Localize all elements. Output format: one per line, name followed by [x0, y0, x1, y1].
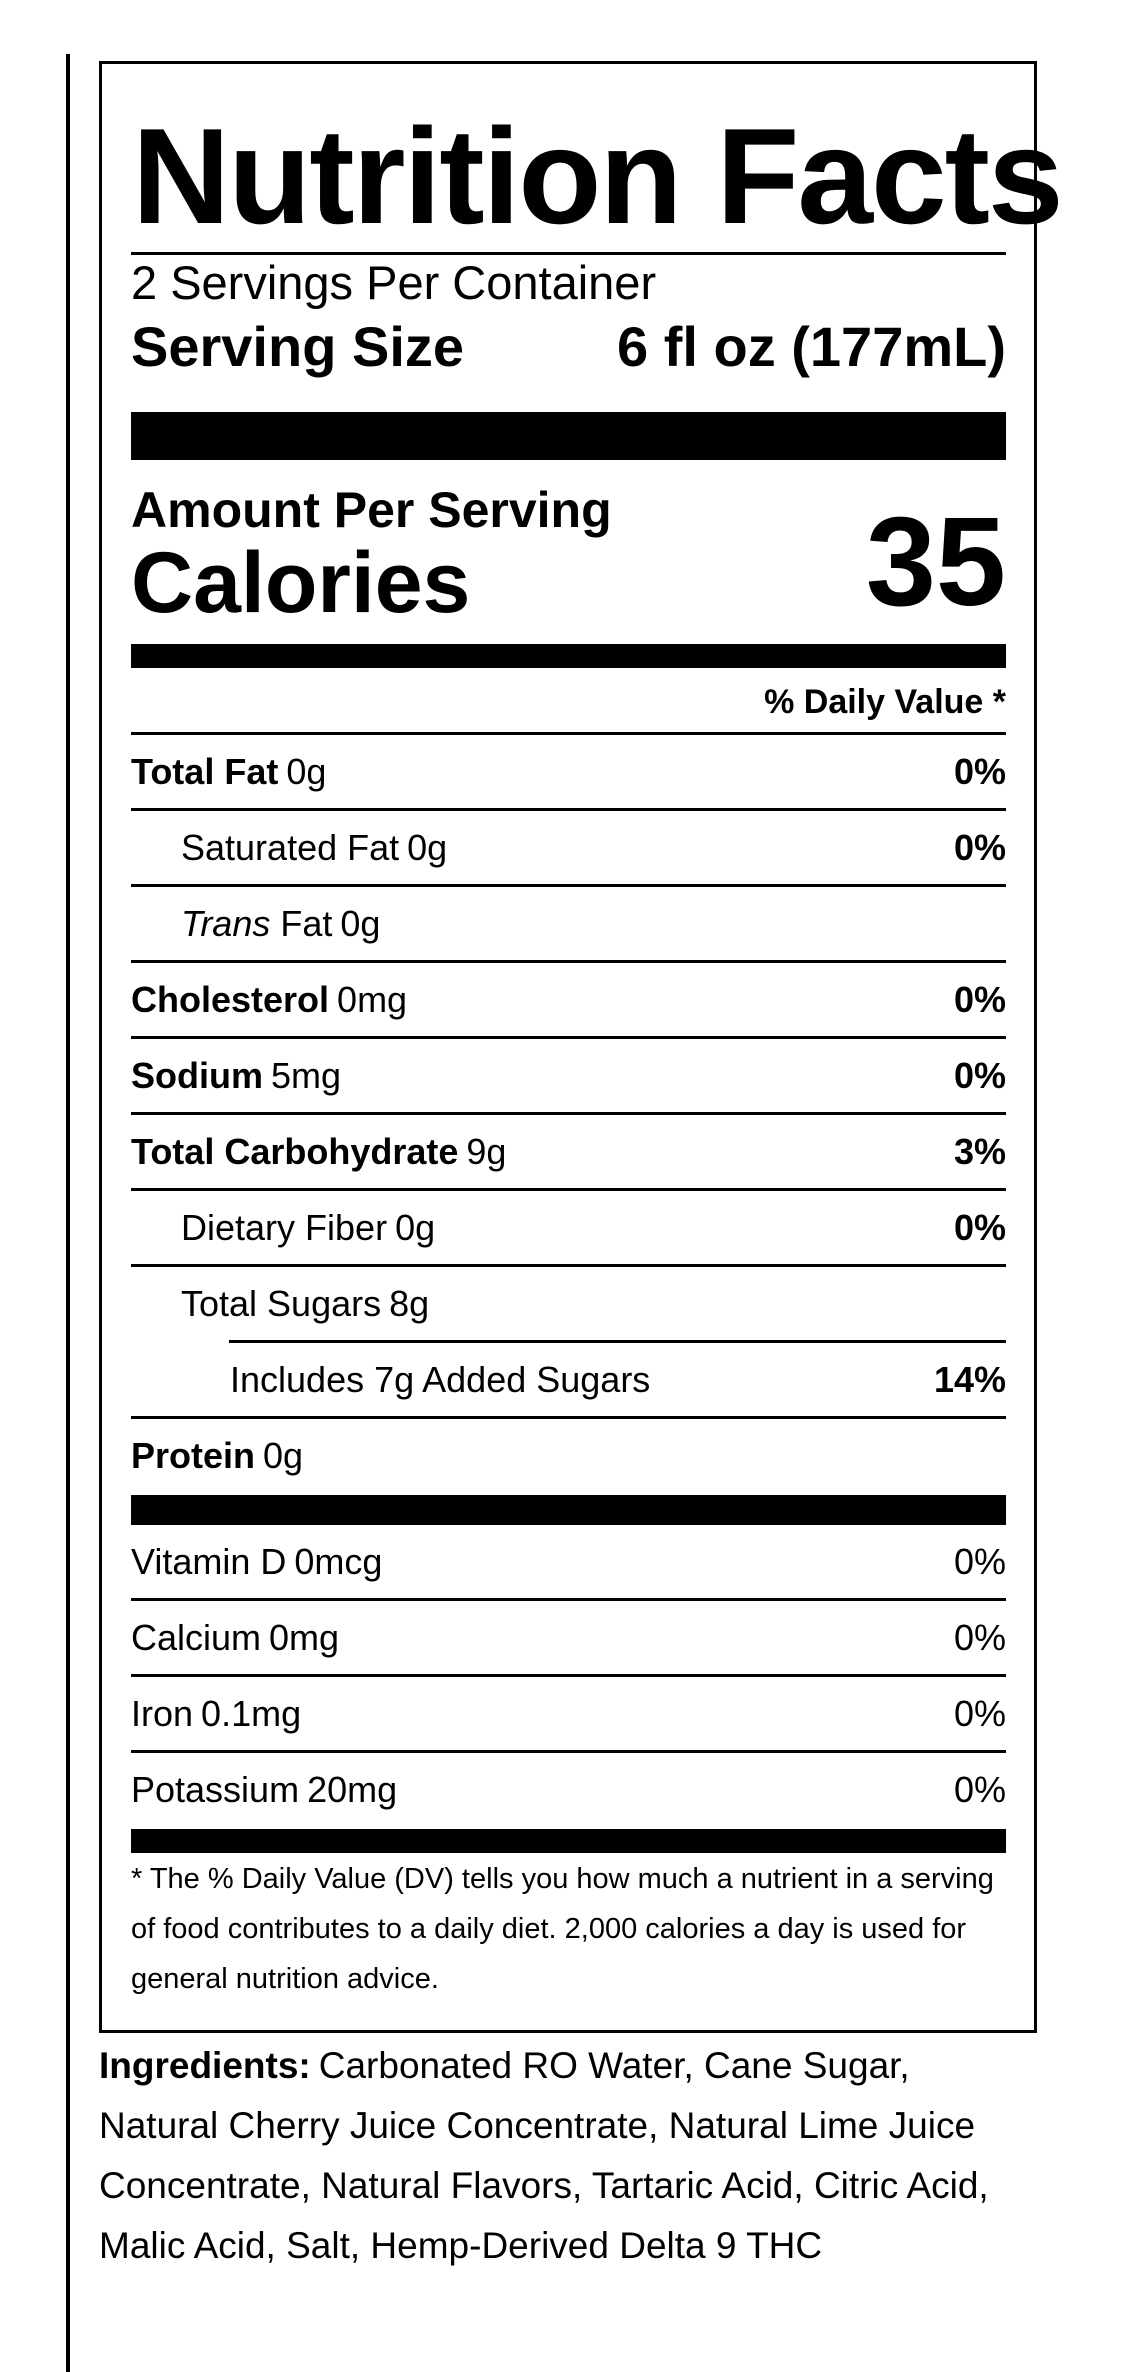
thick-divider-vitamins	[131, 1495, 1006, 1525]
nutrient-dv: 14%	[933, 1359, 1006, 1400]
nutrient-row-cholesterol	[131, 963, 1006, 1039]
nutrient-row-saturated-fat	[131, 811, 1006, 887]
nutrition-facts-panel	[99, 61, 1062, 2033]
vitamin-dv: 0%	[953, 1769, 1006, 1810]
nutrient-row-protein	[131, 1419, 1006, 1495]
nutrient-amount: 0g	[263, 1435, 304, 1476]
thick-divider-footnote	[131, 1829, 1006, 1853]
ingredients-block	[99, 2036, 1019, 2276]
nutrient-name: Dietary Fiber	[181, 1207, 388, 1248]
daily-value-footnote: * The % Daily Value (DV) tells you how much a nutrient in a serving of food contributes to a daily diet. 2,000 calories a day is used for general nutrition advice.	[131, 1863, 994, 1995]
serving-size-value: 6 fl oz (177mL)	[617, 315, 1006, 378]
vitamin-amount: 0mg	[269, 1617, 340, 1658]
vitamin-name: Calcium	[131, 1617, 262, 1658]
ingredients-text: Carbonated RO Water, Cane Sugar, Natural Cherry Juice Concentrate, Natural Lime Juice Concentrate, Natural Flavors, Tartaric Acid, Citric Acid, Malic Acid, Salt, Hemp-Derived Delta 9 THC	[99, 2045, 989, 2266]
vitamin-name: Vitamin D	[131, 1541, 287, 1582]
serving-size-label: Serving Size	[131, 315, 465, 378]
nutrient-dv: 0%	[953, 1055, 1006, 1096]
vitamin-row-iron	[131, 1677, 1006, 1753]
nutrient-name: Trans	[181, 903, 271, 944]
servings-per-container: 2 Servings Per Container	[131, 256, 657, 309]
vitamin-row-calcium	[131, 1601, 1006, 1677]
amount-per-serving: Amount Per Serving	[131, 482, 612, 538]
nutrient-amount: 0g	[340, 903, 381, 944]
calories-label: Calories	[131, 535, 471, 631]
nutrition-facts-title: Nutrition Facts	[132, 100, 1062, 252]
nutrient-name-suffix: Fat	[280, 903, 333, 944]
left-vertical-rule	[66, 54, 70, 2372]
vitamin-dv: 0%	[953, 1693, 1006, 1734]
vitamin-amount: 0.1mg	[201, 1693, 302, 1734]
ingredients-label: Ingredients:	[99, 2045, 311, 2086]
nutrient-name: Saturated Fat	[181, 827, 400, 868]
nutrient-row-dietary-fiber	[131, 1191, 1006, 1267]
nutrient-row-total-fat	[131, 735, 1006, 811]
vitamin-row-vitamin-d	[131, 1525, 1006, 1601]
thick-divider-calories	[131, 644, 1006, 668]
nutrient-name: Total Carbohydrate	[131, 1131, 459, 1172]
nutrient-amount: 0mg	[337, 979, 408, 1020]
daily-value-header: % Daily Value *	[764, 683, 1006, 721]
nutrient-amount: 5mg	[271, 1055, 342, 1096]
nutrient-amount: 0g	[395, 1207, 436, 1248]
nutrient-amount: 0g	[407, 827, 448, 868]
nutrient-name: Sodium	[131, 1055, 263, 1096]
nutrient-name: Total Sugars	[181, 1283, 382, 1324]
vitamin-name: Potassium	[131, 1769, 300, 1810]
nutrient-row-trans-fat	[131, 887, 1006, 963]
nutrient-row-total-carbohydrate	[131, 1115, 1006, 1191]
nutrient-dv: 0%	[953, 1207, 1006, 1248]
vitamin-amount: 0mcg	[294, 1541, 383, 1582]
nutrient-dv: 0%	[953, 751, 1006, 792]
nutrient-name: Cholesterol	[131, 979, 330, 1020]
nutrient-name: Includes 7g Added Sugars	[230, 1359, 651, 1400]
nutrient-row-added-sugars	[131, 1343, 1006, 1419]
calories-value: 35	[865, 491, 1006, 632]
nutrient-row-total-sugars	[131, 1267, 1006, 1343]
vitamin-amount: 20mg	[307, 1769, 398, 1810]
nutrient-amount: 9g	[466, 1131, 507, 1172]
nutrient-dv: 0%	[953, 827, 1006, 868]
nutrient-amount: 8g	[389, 1283, 430, 1324]
nutrient-dv: 0%	[953, 979, 1006, 1020]
nutrient-name: Total Fat	[131, 751, 279, 792]
nutrient-row-sodium	[131, 1039, 1006, 1115]
vitamin-dv: 0%	[953, 1541, 1006, 1582]
nutrient-amount: 0g	[286, 751, 327, 792]
vitamin-name: Iron	[131, 1693, 194, 1734]
vitamin-dv: 0%	[953, 1617, 1006, 1658]
nutrient-dv: 3%	[953, 1131, 1006, 1172]
thick-divider-top	[131, 412, 1006, 460]
nutrient-name: Protein	[131, 1435, 256, 1476]
vitamin-row-potassium	[131, 1753, 1006, 1829]
serving-size-row	[131, 314, 1006, 380]
